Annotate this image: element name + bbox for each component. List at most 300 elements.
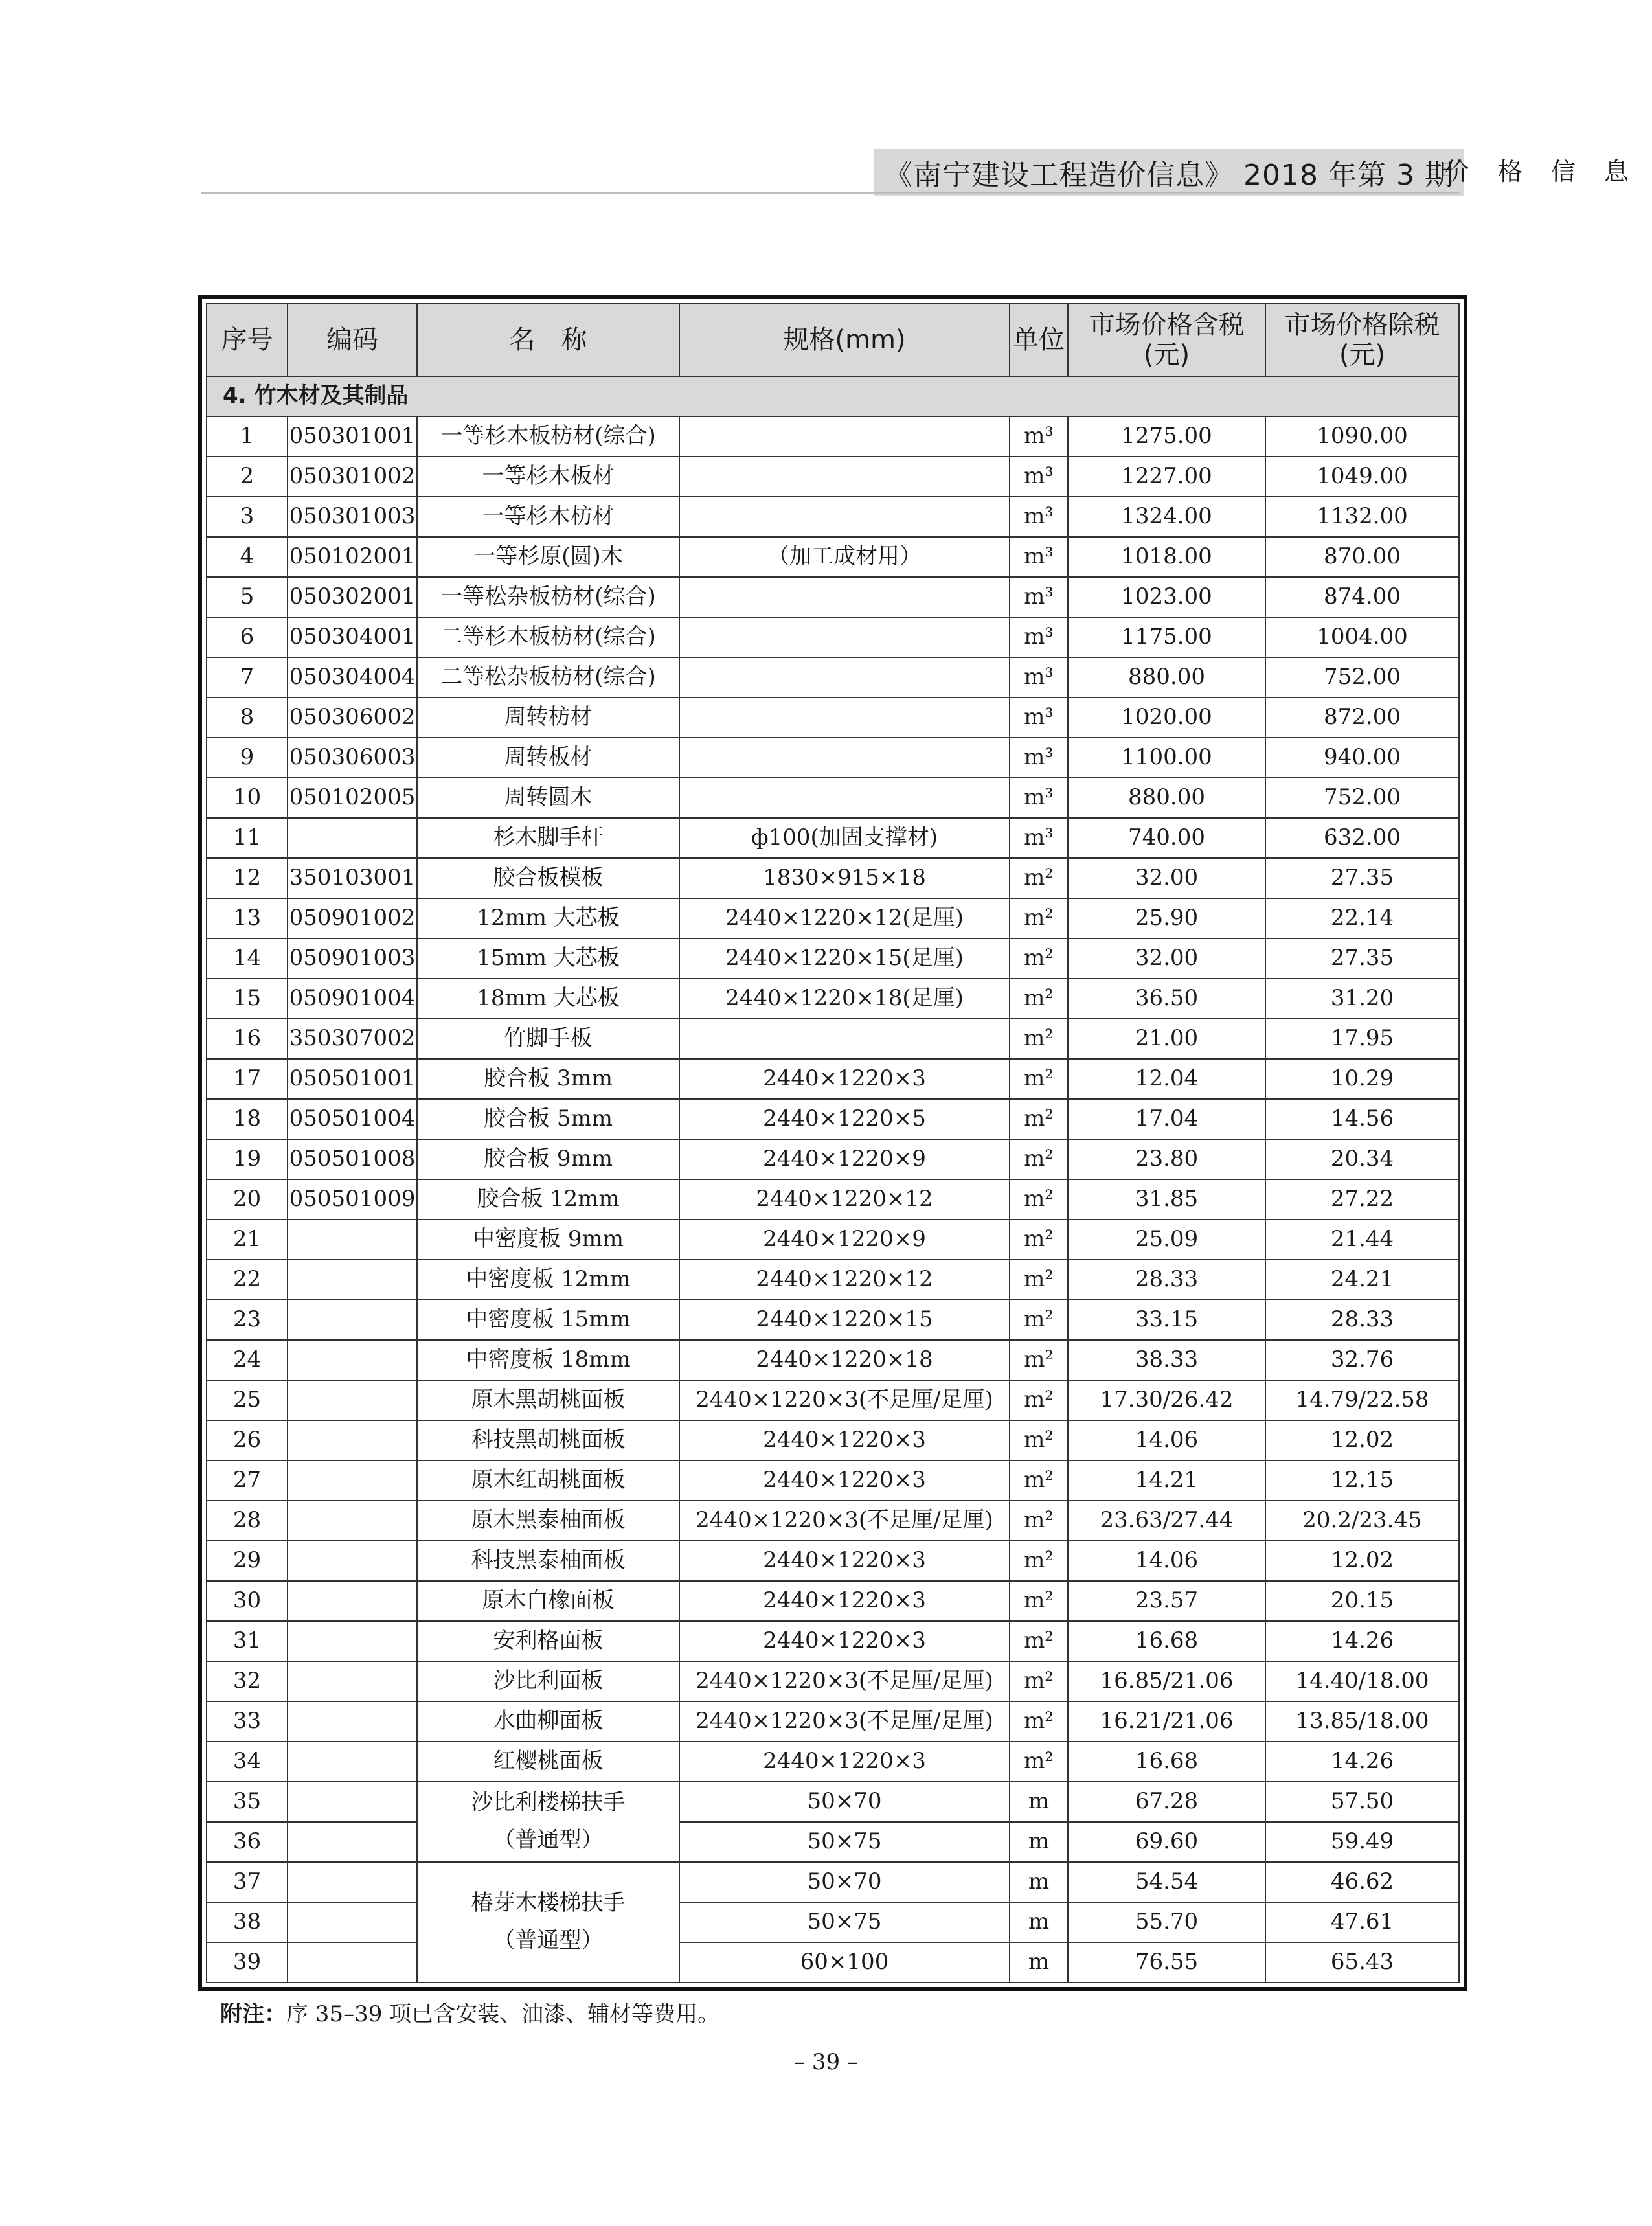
cell-code [288,1862,417,1902]
table-row [207,657,1459,698]
table-row [207,1742,1459,1782]
cell-price-tax: 16.85/21.06 [1068,1661,1265,1701]
cell-spec: 2440×1220×3 [679,1541,1010,1581]
cell-price-notax: 17.95 [1265,1019,1459,1059]
cell-spec: 2440×1220×12(足厘) [679,898,1010,938]
cell-unit: m³ [1010,537,1068,577]
cell-unit: m³ [1010,657,1068,698]
cell-unit: m³ [1010,577,1068,617]
cell-price-tax: 25.09 [1068,1220,1265,1260]
cell-spec: 2440×1220×3(不足厘/足厘) [679,1380,1010,1420]
cell-price-tax: 14.21 [1068,1460,1265,1501]
cell-no: 35 [207,1782,288,1822]
cell-unit: m² [1010,858,1068,898]
cell-spec: 2440×1220×3 [679,1581,1010,1621]
table-row [207,1621,1459,1661]
cell-code [288,1260,417,1300]
cell-price-notax: 1004.00 [1265,617,1459,657]
cell-no: 9 [207,738,288,778]
cell-no: 30 [207,1581,288,1621]
cell-name: 周转枋材 [417,698,679,738]
cell-price-tax: 1324.00 [1068,497,1265,537]
cell-price-tax: 69.60 [1068,1822,1265,1862]
cell-spec [679,497,1010,537]
cell-price-notax: 14.56 [1265,1099,1459,1139]
cell-price-notax: 31.20 [1265,979,1459,1019]
cell-name: 原木红胡桃面板 [417,1460,679,1501]
cell-code [288,1380,417,1420]
cell-unit: m² [1010,938,1068,979]
cell-spec [679,698,1010,738]
cell-name: 原木白橡面板 [417,1581,679,1621]
cell-code: 050306002 [288,698,417,738]
cell-code: 050901004 [288,979,417,1019]
table-row [207,1300,1459,1340]
cell-no: 18 [207,1099,288,1139]
cell-unit: m³ [1010,818,1068,858]
cell-name-line1: 沙比利楼梯扶手 [471,1789,626,1816]
table-row [207,1822,1459,1862]
cell-code [288,1661,417,1701]
header-divider [201,192,1460,194]
cell-no: 24 [207,1340,288,1380]
cell-code: 350103001 [288,858,417,898]
cell-unit: m² [1010,1460,1068,1501]
cell-no: 14 [207,938,288,979]
cell-no: 37 [207,1862,288,1902]
cell-name: 原木黑泰柚面板 [417,1501,679,1541]
cell-unit: m [1010,1822,1068,1862]
cell-name: 安利格面板 [417,1621,679,1661]
cell-spec: 2440×1220×12 [679,1179,1010,1220]
cell-code: 050304001 [288,617,417,657]
cell-code [288,1902,417,1942]
cell-code [288,1541,417,1581]
cell-price-tax: 1018.00 [1068,537,1265,577]
cell-name: 一等杉木板材 [417,457,679,497]
table-row [207,577,1459,617]
cell-price-notax: 27.22 [1265,1179,1459,1220]
table-row [207,617,1459,657]
cell-name: 一等杉木枋材 [417,497,679,537]
footnote-text: 序 35–39 项已含安装、油漆、辅材等费用。 [286,2001,720,2027]
cell-code: 050302001 [288,577,417,617]
cell-unit: m² [1010,1019,1068,1059]
cell-price-tax: 1100.00 [1068,738,1265,778]
cell-code: 050501008 [288,1139,417,1179]
cell-price-tax: 23.63/27.44 [1068,1501,1265,1541]
cell-name: 水曲柳面板 [417,1701,679,1742]
cell-name: 12mm 大芯板 [417,898,679,938]
cell-unit: m³ [1010,698,1068,738]
cell-price-tax: 880.00 [1068,657,1265,698]
table-row [207,1902,1459,1942]
cell-name: 15mm 大芯板 [417,938,679,979]
footnote [220,1996,719,2028]
cell-code [288,1300,417,1340]
table-row [207,698,1459,738]
cell-price-notax: 13.85/18.00 [1265,1701,1459,1742]
cell-price-notax: 20.2/23.45 [1265,1501,1459,1541]
cell-spec: 2440×1220×3(不足厘/足厘) [679,1701,1010,1742]
table-row [207,1340,1459,1380]
cell-price-tax: 1175.00 [1068,617,1265,657]
cell-no: 26 [207,1420,288,1460]
cell-no: 20 [207,1179,288,1220]
cell-price-tax: 31.85 [1068,1179,1265,1220]
cell-unit: m [1010,1782,1068,1822]
cell-code [288,1782,417,1822]
cell-price-tax: 16.68 [1068,1742,1265,1782]
cell-price-notax: 57.50 [1265,1782,1459,1822]
table-row [207,497,1459,537]
cell-unit: m³ [1010,457,1068,497]
cell-unit: m² [1010,1621,1068,1661]
cell-price-notax: 14.26 [1265,1621,1459,1661]
cell-name: 胶合板 5mm [417,1099,679,1139]
cell-name: 一等松杂板枋材(综合) [417,577,679,617]
cell-unit: m² [1010,1059,1068,1099]
cell-name: 一等杉木板枋材(综合) [417,416,679,457]
cell-name: 科技黑泰柚面板 [417,1541,679,1581]
page-number: – 39 – [794,2049,858,2075]
cell-name-line1: 椿芽木楼梯扶手 [471,1890,626,1916]
cell-price-notax: 752.00 [1265,778,1459,818]
cell-price-notax: 20.15 [1265,1581,1459,1621]
cell-spec: 2440×1220×3 [679,1059,1010,1099]
cell-code: 350307002 [288,1019,417,1059]
cell-spec: 50×70 [679,1862,1010,1902]
cell-code: 050501004 [288,1099,417,1139]
cell-spec: 2440×1220×9 [679,1220,1010,1260]
cell-price-notax: 47.61 [1265,1902,1459,1942]
table-row [207,1460,1459,1501]
cell-spec: 2440×1220×3(不足厘/足厘) [679,1661,1010,1701]
cell-price-notax: 1090.00 [1265,416,1459,457]
cell-no: 33 [207,1701,288,1742]
cell-price-tax: 28.33 [1068,1260,1265,1300]
cell-price-notax: 940.00 [1265,738,1459,778]
cell-price-tax: 1020.00 [1068,698,1265,738]
cell-price-tax: 36.50 [1068,979,1265,1019]
cell-no: 4 [207,537,288,577]
cell-code [288,1621,417,1661]
cell-name: 二等松杂板枋材(综合) [417,657,679,698]
cell-spec: 2440×1220×3 [679,1420,1010,1460]
cell-unit: m² [1010,1501,1068,1541]
table-row [207,1019,1459,1059]
cell-name: 沙比利面板 [417,1661,679,1701]
cell-price-tax: 25.90 [1068,898,1265,938]
cell-unit: m² [1010,898,1068,938]
table-row [207,858,1459,898]
cell-unit: m² [1010,1380,1068,1420]
cell-price-notax: 1049.00 [1265,457,1459,497]
cell-spec: （加工成材用） [679,537,1010,577]
cell-price-tax: 17.04 [1068,1099,1265,1139]
cell-spec [679,657,1010,698]
cell-unit: m² [1010,979,1068,1019]
section-title: 4. 竹木材及其制品 [207,376,1459,416]
cell-price-tax: 16.68 [1068,1621,1265,1661]
cell-code [288,1822,417,1862]
col-header-code: 编码 [288,304,417,376]
table-row [207,1099,1459,1139]
cell-name: 中密度板 15mm [417,1300,679,1340]
cell-no: 19 [207,1139,288,1179]
cell-no: 12 [207,858,288,898]
cell-price-tax: 1227.00 [1068,457,1265,497]
cell-no: 16 [207,1019,288,1059]
cell-name: 胶合板 9mm [417,1139,679,1179]
cell-price-notax: 32.76 [1265,1340,1459,1380]
cell-spec: 2440×1220×18 [679,1340,1010,1380]
cell-price-notax: 1132.00 [1265,497,1459,537]
cell-price-notax: 632.00 [1265,818,1459,858]
table-row [207,1661,1459,1701]
cell-name: 二等杉木板枋材(综合) [417,617,679,657]
cell-code: 050501001 [288,1059,417,1099]
cell-unit: m² [1010,1099,1068,1139]
footnote-label: 附注： [220,2001,286,2027]
cell-name: 中密度板 18mm [417,1340,679,1380]
cell-code: 050102001 [288,537,417,577]
cell-no: 7 [207,657,288,698]
cell-unit: m² [1010,1340,1068,1380]
cell-price-tax: 14.06 [1068,1420,1265,1460]
cell-price-notax: 22.14 [1265,898,1459,938]
table-row [207,938,1459,979]
cell-spec: 2440×1220×5 [679,1099,1010,1139]
cell-name: 周转板材 [417,738,679,778]
cell-price-tax: 54.54 [1068,1862,1265,1902]
cell-price-notax: 870.00 [1265,537,1459,577]
cell-price-notax: 14.40/18.00 [1265,1661,1459,1701]
cell-no: 34 [207,1742,288,1782]
cell-unit: m² [1010,1300,1068,1340]
table-header-row [207,304,1459,376]
cell-spec [679,577,1010,617]
cell-spec: 50×70 [679,1782,1010,1822]
price-table-frame [198,295,1467,1991]
cell-no: 23 [207,1300,288,1340]
section-row [207,376,1459,416]
cell-code: 050301001 [288,416,417,457]
cell-code [288,1701,417,1742]
cell-code [288,1501,417,1541]
cell-spec: 2440×1220×18(足厘) [679,979,1010,1019]
cell-name: 胶合板 12mm [417,1179,679,1220]
cell-unit: m² [1010,1701,1068,1742]
col-header-no: 序号 [207,304,288,376]
cell-name-line2: （普通型） [493,1827,604,1853]
cell-no: 1 [207,416,288,457]
cell-spec: 2440×1220×12 [679,1260,1010,1300]
cell-price-notax: 752.00 [1265,657,1459,698]
cell-spec: 2440×1220×3 [679,1742,1010,1782]
cell-spec: 50×75 [679,1822,1010,1862]
cell-code [288,1942,417,1982]
cell-no: 10 [207,778,288,818]
cell-spec [679,457,1010,497]
table-row [207,1701,1459,1742]
price-table [206,303,1460,1983]
cell-price-notax: 65.43 [1265,1942,1459,1982]
cell-unit: m² [1010,1179,1068,1220]
table-row [207,1380,1459,1420]
cell-name: 18mm 大芯板 [417,979,679,1019]
cell-code: 050102005 [288,778,417,818]
cell-price-tax: 1275.00 [1068,416,1265,457]
publication-title: 《南宁建设工程造价信息》 2018 年第 3 期 [874,149,1464,196]
cell-spec: 2440×1220×3 [679,1621,1010,1661]
cell-code [288,1460,417,1501]
cell-code [288,1340,417,1380]
cell-spec [679,778,1010,818]
table-row [207,457,1459,497]
cell-unit: m³ [1010,617,1068,657]
cell-no: 5 [207,577,288,617]
cell-code: 050306003 [288,738,417,778]
cell-price-notax: 14.79/22.58 [1265,1380,1459,1420]
table-row [207,1541,1459,1581]
cell-name: 一等杉原(圆)木 [417,537,679,577]
col-header-price-notax: 市场价格除税(元) [1265,304,1459,376]
cell-name: 杉木脚手杆 [417,818,679,858]
cell-price-notax: 27.35 [1265,938,1459,979]
cell-code: 050901003 [288,938,417,979]
table-row [207,1862,1459,1902]
cell-spec: 2440×1220×3(不足厘/足厘) [679,1501,1010,1541]
cell-no: 3 [207,497,288,537]
cell-no: 11 [207,818,288,858]
cell-price-tax: 76.55 [1068,1942,1265,1982]
cell-name: 胶合板模板 [417,858,679,898]
cell-no: 38 [207,1902,288,1942]
cell-code [288,1220,417,1260]
cell-price-tax: 38.33 [1068,1340,1265,1380]
col-header-name: 名 称 [417,304,679,376]
cell-price-notax: 12.02 [1265,1420,1459,1460]
cell-no: 39 [207,1942,288,1982]
cell-name-line2: （普通型） [493,1927,604,1953]
cell-unit: m² [1010,1139,1068,1179]
cell-price-notax: 14.26 [1265,1742,1459,1782]
cell-price-tax: 23.80 [1068,1139,1265,1179]
cell-name: 原木黑胡桃面板 [417,1380,679,1420]
cell-price-notax: 12.02 [1265,1541,1459,1581]
cell-price-tax: 32.00 [1068,858,1265,898]
table-row [207,778,1459,818]
cell-unit: m² [1010,1260,1068,1300]
table-row [207,1581,1459,1621]
cell-price-notax: 874.00 [1265,577,1459,617]
cell-price-notax: 24.21 [1265,1260,1459,1300]
cell-name: 中密度板 9mm [417,1220,679,1260]
cell-price-notax: 46.62 [1265,1862,1459,1902]
cell-no: 29 [207,1541,288,1581]
table-row [207,1260,1459,1300]
cell-spec [679,1019,1010,1059]
cell-price-tax: 67.28 [1068,1782,1265,1822]
cell-price-notax: 12.15 [1265,1460,1459,1501]
table-row [207,1942,1459,1982]
cell-price-tax: 32.00 [1068,938,1265,979]
cell-unit: m [1010,1862,1068,1902]
table-row [207,979,1459,1019]
cell-spec: 2440×1220×9 [679,1139,1010,1179]
section-label: 价 格 信 息 [1444,157,1639,186]
cell-no: 17 [207,1059,288,1099]
col-header-price-tax: 市场价格含税(元) [1068,304,1265,376]
cell-price-notax: 27.35 [1265,858,1459,898]
cell-no: 28 [207,1501,288,1541]
table-row [207,738,1459,778]
cell-unit: m [1010,1942,1068,1982]
cell-code: 050301003 [288,497,417,537]
cell-spec: 60×100 [679,1942,1010,1982]
cell-name-merged [417,1782,679,1862]
cell-name: 红樱桃面板 [417,1742,679,1782]
cell-name-merged [417,1862,679,1982]
cell-spec: ф100(加固支撑材) [679,818,1010,858]
cell-price-tax: 21.00 [1068,1019,1265,1059]
cell-price-notax: 872.00 [1265,698,1459,738]
cell-spec [679,738,1010,778]
cell-no: 13 [207,898,288,938]
cell-no: 15 [207,979,288,1019]
cell-no: 21 [207,1220,288,1260]
cell-name: 科技黑胡桃面板 [417,1420,679,1460]
table-row [207,1501,1459,1541]
cell-unit: m [1010,1902,1068,1942]
cell-code [288,1420,417,1460]
table-row [207,1059,1459,1099]
cell-spec [679,416,1010,457]
cell-code: 050301002 [288,457,417,497]
cell-price-notax: 28.33 [1265,1300,1459,1340]
table-row [207,1782,1459,1822]
table-row [207,1139,1459,1179]
cell-unit: m³ [1010,416,1068,457]
col-header-spec: 规格(mm) [679,304,1010,376]
cell-code [288,818,417,858]
cell-no: 31 [207,1621,288,1661]
cell-code [288,1581,417,1621]
cell-price-tax: 12.04 [1068,1059,1265,1099]
cell-unit: m² [1010,1581,1068,1621]
cell-code: 050501009 [288,1179,417,1220]
cell-price-tax: 17.30/26.42 [1068,1380,1265,1420]
cell-unit: m³ [1010,778,1068,818]
col-header-unit: 单位 [1010,304,1068,376]
cell-price-tax: 23.57 [1068,1581,1265,1621]
table-row [207,818,1459,858]
cell-unit: m² [1010,1661,1068,1701]
cell-name: 周转圆木 [417,778,679,818]
cell-no: 8 [207,698,288,738]
cell-spec: 2440×1220×15 [679,1300,1010,1340]
cell-spec: 1830×915×18 [679,858,1010,898]
cell-unit: m² [1010,1420,1068,1460]
table-row [207,898,1459,938]
cell-unit: m² [1010,1541,1068,1581]
table-row [207,416,1459,457]
cell-price-tax: 880.00 [1068,778,1265,818]
cell-no: 6 [207,617,288,657]
cell-price-tax: 740.00 [1068,818,1265,858]
table-row [207,1420,1459,1460]
